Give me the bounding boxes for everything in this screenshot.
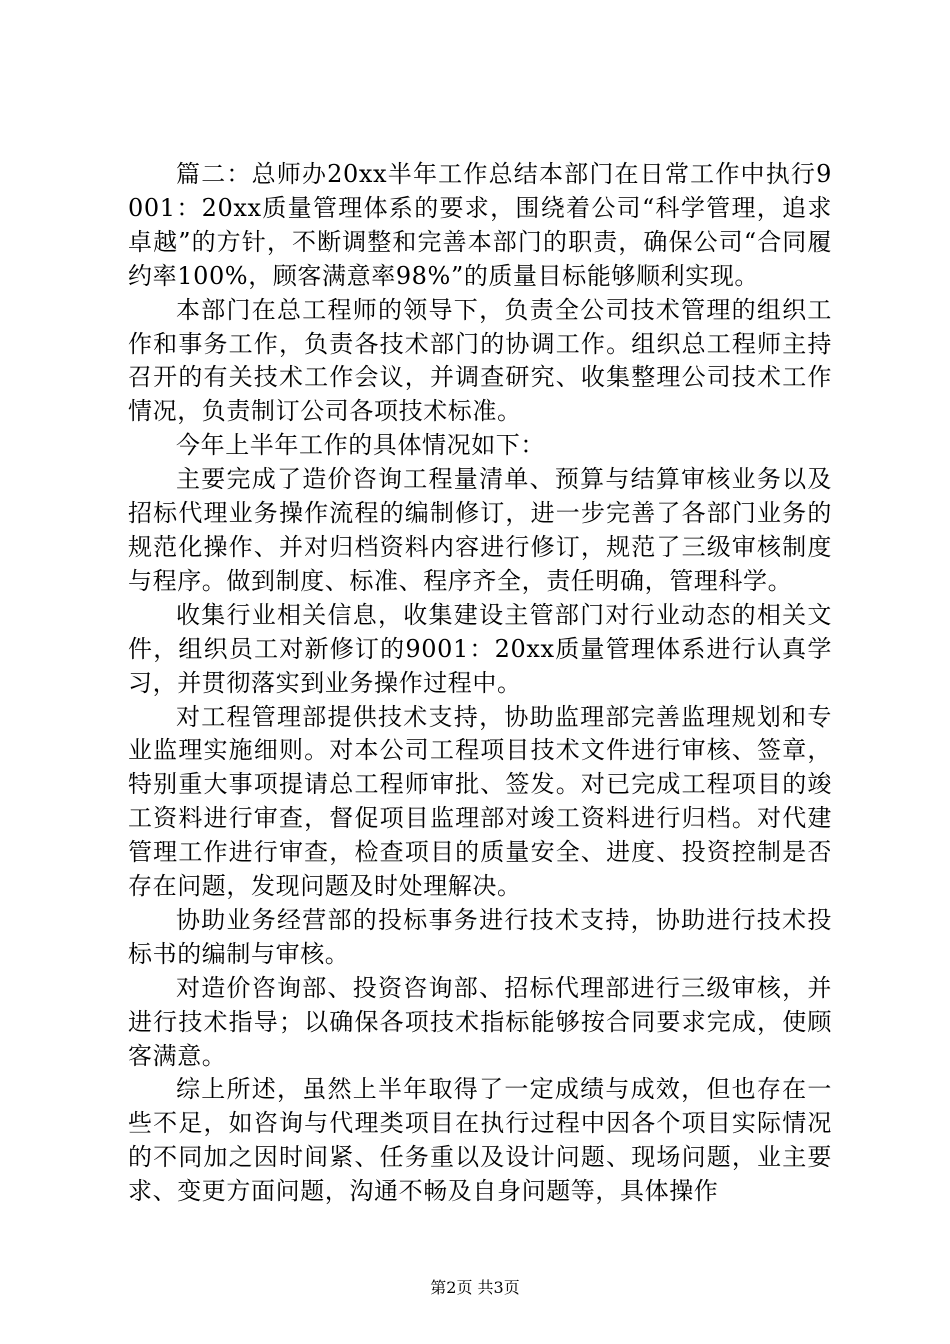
paragraph-three-level-review: 对造价咨询部、投资咨询部、招标代理部进行三级审核，并进行技术指导；以确保各项技术指标能够按合同要求完成，使顾客满意。 xyxy=(128,973,832,1070)
paragraph-summary: 综上所述，虽然上半年取得了一定成绩与成效，但也存在一些不足，如咨询与代理类项目在执行过程中因各个项目实际情况的不同加之因时间紧、任务重以及设计问题、现场问题，业主要求、变更方面问题，沟通不畅及自身问题等，具体操作 xyxy=(128,1075,832,1206)
paragraph-bidding-support: 协助业务经营部的投标事务进行技术支持，协助进行技术投标书的编制与审核。 xyxy=(128,905,832,968)
paragraph-info-collection: 收集行业相关信息，收集建设主管部门对行业动态的相关文件，组织员工对新修订的9001：20xx质量管理体系进行认真学习，并贯彻落实到业务操作过程中。 xyxy=(128,600,832,697)
paragraph-department-duties: 本部门在总工程师的领导下，负责全公司技术管理的组织工作和事务工作，负责各技术部门的协调工作。组织总工程师主持召开的有关技术工作会议，并调查研究、收集整理公司技术工作情况，负责制订公司各项技术标准。 xyxy=(128,295,832,426)
paragraph-work-overview: 今年上半年工作的具体情况如下： xyxy=(176,431,545,460)
document-body xyxy=(128,158,832,1209)
page-number-footer: 第2页 共3页 xyxy=(430,1278,520,1297)
paragraph-engineering-support: 对工程管理部提供技术支持，协助监理部完善监理规划和专业监理实施细则。对本公司工程项目技术文件进行审核、签章，特别重大事项提请总工程师审批、签发。对已完成工程项目的竣工资料进行审查，督促项目监理部对竣工资料进行归档。对代建管理工作进行审查，检查项目的质量安全、进度、投资控制是否存在问题，发现问题及时处理解决。 xyxy=(128,702,832,901)
paragraph-process-revision: 主要完成了造价咨询工程量清单、预算与结算审核业务以及招标代理业务操作流程的编制修订，进一步完善了各部门业务的规范化操作、并对归档资料内容进行修订，规范了三级审核制度与程序。做到制度、标准、程序齐全，责任明确，管理科学。 xyxy=(128,465,832,595)
paragraph-intro: 篇二：总师办20xx半年工作总结本部门在日常工作中执行9001：20xx质量管理体系的要求，围绕着公司“科学管理，追求卓越”的方针，不断调整和完善本部门的职责，确保公司“合同履约率100%，顾客满意率98%”的质量目标能够顺利实现。 xyxy=(128,160,832,290)
